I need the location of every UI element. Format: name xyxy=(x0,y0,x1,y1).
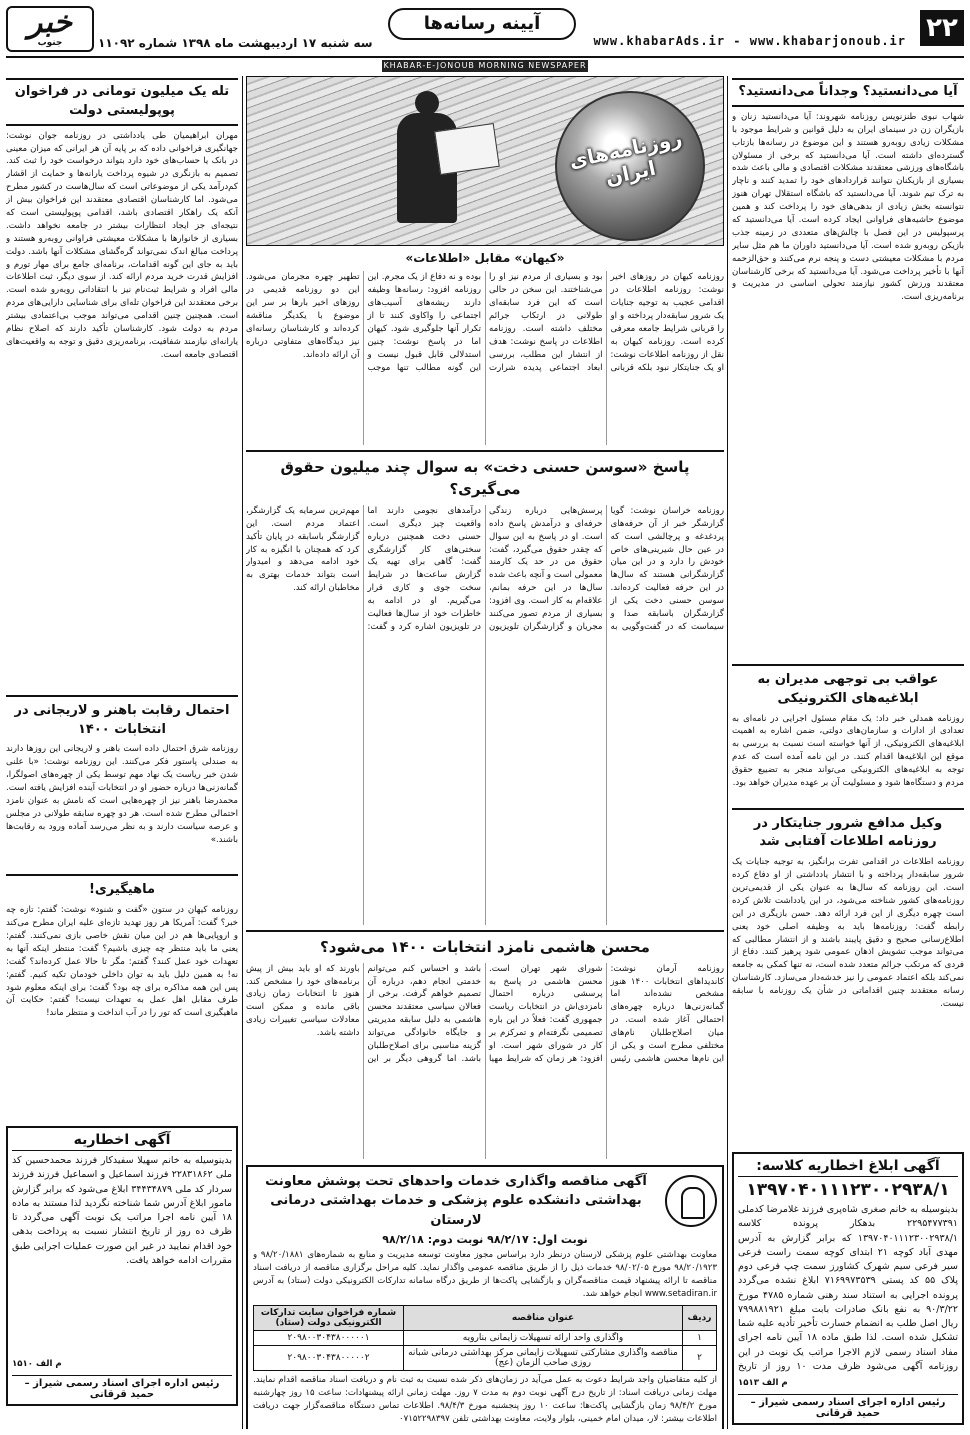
headline-kayhan-ettelaat: «کیهان» مقابل «اطلاعات» xyxy=(405,251,565,265)
hero-caption: روزنامه‌های ایران xyxy=(566,125,685,190)
page-number: ۲۲ xyxy=(920,10,964,46)
table-cell: ۱ xyxy=(683,1331,717,1346)
divider xyxy=(6,874,238,876)
divider xyxy=(732,664,964,666)
table-cell: ۲۰۹۸۰۰۳۰۴۳۸۰۰۰۰۰۲ xyxy=(254,1346,404,1371)
middle-section xyxy=(246,76,724,1429)
hero-image xyxy=(246,76,724,246)
column-divider xyxy=(242,76,243,1429)
table-header-row xyxy=(254,1306,717,1331)
ad-signature: رئیس اداره اجرای اسناد رسمی شیراز – حمید قرقانی xyxy=(738,1394,958,1419)
tender-title: آگهی مناقصه واگذاری خدمات واحدهای تحت پوشش معاونت بهداشتی دانشکده علوم پزشکی و خدمات بهداشتی درمانی لارستان xyxy=(265,1173,647,1228)
article-body: روزنامه همدلی خبر داد: یک مقام مسئول اجرایی در نامه‌ای به تعدادی از ادارات و سازمان‌های دولتی، ضمن اشاره به اهمیت ابلاغیه‌های الکترونیکی، از آنها خواسته است نسبت به بررسی به موقع این ابلاغیه‌ها اقدام کنند. در این نامه آمده است که عدم توجه به ابلاغیه‌های الکترونیکی می‌تواند منجر به تضییع حقوق مردم و دستگاه‌ها شود و مسئولیت آن بر عهده مدیران خواهد بود. xyxy=(732,713,964,788)
table-header: شماره فراخوان سایت تدارکات الکترونیکی دولت (ستاد) xyxy=(254,1306,404,1331)
article-body: روزنامه کیهان در روزهای اخیر نوشت: روزنامه اطلاعات در اقدامی عجیب به توجیه جنایات یک شرور سابقه‌دار پرداخته و او را قربانی شرایط جامعه معرفی کرده است. روزنامه کیهان به نقل از روزنامه اطلاعات نوشت: او یک جنایتکار نبود بلکه قربانی بود و بسیاری از مردم نیز او را می‌شناختند. این سخن در حالی است که این فرد سابقه‌ای طولانی در ارتکاب جرائم مختلف داشته است. روزنامه اطلاعات در پاسخ نوشت: هدف از انتشار این مطلب، بررسی ابعاد اجتماعی پدیده شرارت بوده و نه دفاع از یک مجرم. این روزنامه افزود: رسانه‌ها وظیفه دارند ریشه‌های آسیب‌های اجتماعی را واکاوی کنند تا از تکرار آنها جلوگیری شود. کیهان اما در پاسخ نوشت: چنین استدلالی قابل قبول نیست و این گونه مطالب تنها موجب تطهیر چهره مجرمان می‌شود. این دو روزنامه قدیمی در روزهای اخیر بارها بر سر این موضوع با یکدیگر مناقشه کرده‌اند و کارشناسان رسانه‌ای نیز دیدگاه‌های متفاوتی درباره آن ارائه داده‌اند. xyxy=(246,272,724,373)
website-links[interactable]: www.khabarAds.ir - www.khabarjonoub.ir xyxy=(593,34,906,48)
issue-date-number: سه شنبه ۱۷ اردیبهشت ماه ۱۳۹۸ شماره ۱۱۰۹۲ xyxy=(98,36,373,50)
left-column xyxy=(6,76,238,1429)
tender-notes: از کلیه متقاضیان واجد شرایط دعوت به عمل می‌آید در زمان‌های ذکر شده نسبت به ثبت نام و دریافت اسناد مناقصه اقدام نمایند. مهلت زمانی دریافت اسناد: از تاریخ درج آگهی نوبت دوم به مدت ۷ روز. مهلت زمانی ارائه پیشنهادات: ساعت ۱۵ روز چهارشنبه مورخ ۹۸/۴/۲ زمان بازگشایی پاکت‌ها: ساعت ۱۰ روز پنجشنبه مورخ ۹۸/۴/۳. اطلاعات تماس دستگاه مناقصه‌گزار جهت دریافت اطلاعات بیشتر: لار، میدان امام خمینی، بلوار ولایت، معاونت بهداشتی تلفن ۰۷۱۵۲۲۹۸۳۹۷ xyxy=(253,1375,717,1424)
masthead xyxy=(6,6,964,58)
divider xyxy=(6,695,238,697)
column-divider xyxy=(727,76,728,1429)
article-body: روزنامه خراسان نوشت: گویا گزارشگر خبر از آن حرفه‌های پردغدغه و پرچالشی است که در عین حال شیرینی‌های خاص خودش را دارد و در این میان گزارشگرانی هستند که سال‌ها در این حرفه فعالیت کرده‌اند. سوسن حسنی دخت یکی از گزارشگران باسابقه صدا و سیماست که در گفت‌وگویی به پرسش‌هایی درباره زندگی حرفه‌ای و درآمدش پاسخ داده است. او در پاسخ به این سوال که چقدر حقوق می‌گیرد، گفت: حقوق من در حد یک کارمند معمولی است و آنچه باعث شده سال‌ها در این حرفه بمانم، علاقه‌ام به کار است. وی افزود: بسیاری از مردم تصور می‌کنند مجریان و گزارشگران تلویزیون درآمدهای نجومی دارند اما واقعیت چیز دیگری است. حسنی دخت همچنین درباره سختی‌های کار گزارشگری گفت: گاهی برای تهیه یک گزارش ساعت‌ها در شرایط سخت جوی و کاری قرار می‌گیریم. او در ادامه به خاطرات خود از سال‌ها فعالیت در تلویزیون اشاره کرد و گفت: مهم‌ترین سرمایه یک گزارشگر، اعتماد مردم است. این گزارشگر باسابقه در پایان تأکید کرد که همچنان با انگیزه به کار خود ادامه می‌دهد و امیدوار است بتواند خدمات بهتری به مخاطبان ارائه کند. xyxy=(246,505,724,632)
ad-case-number: ۱۳۹۷۰۴۰۱۱۱۲۳۰۰۲۹۳۸/۱ xyxy=(746,1180,950,1201)
logo-text: خبر xyxy=(27,5,73,40)
notice-ad xyxy=(732,1152,964,1425)
table-cell: واگذاری واحد ارائه تسهیلات زایمانی بنارویه xyxy=(404,1331,683,1346)
newspaper-logo xyxy=(6,6,94,52)
tender-ad xyxy=(246,1165,724,1429)
article-body: روزنامه کیهان در ستون «گفت و شنود» نوشت: گفتم: تازه چه خبر؟ گفت: آمریکا هر روز تهدید تازه‌ای علیه ایران مطرح می‌کند و اروپایی‌ها هم در این میان نقش خاصی بازی نمی‌کنند. گفتم: یعنی ما باید منتظر چه چیزی باشیم؟ گفت: منتظر اینکه آنها به تعهدات خود عمل کنند؟ گفتم: مگر تا حالا عمل کرده‌اند؟ گفت: نه! به همین دلیل باید به توان داخلی خودمان تکیه کنیم. گفتم: پس این همه مذاکره برای چه بود؟ گفت: برای اینکه معلوم شود طرف مقابل اهل عمل به تعهدات نیست! گفتم: حکایت آن ماهیگیری است که تور را در آب انداخت و منتظر ماند! xyxy=(6,905,238,1019)
section-title: آیینه رسانه‌ها xyxy=(388,8,576,40)
right-column xyxy=(732,76,964,1429)
ad-body: بدینوسیله به خانم سهیلا سفیدکار فرزند محمدحسین کد ملی ۲۲۸۳۱۸۶۲ فرزند اسماعیل و اسماعیل فرزند فرزند سردار کد ملی ۳۴۴۳۴۸۷۹ ابلاغ می‌شود که برابر گزارش مامور ابلاغ آدرس شما شناخته نگردید لذا مستند به ماده ۱۸ آیین نامه اجرا مراتب یک نوبت آگهی می‌گردد تا ظرف ده روز از تاریخ انتشار نسبت به پرداخت بدهی خود اقدام نمایید در غیر این صورت عملیات اجرایی طبق مقررات ادامه خواهد یافت. xyxy=(12,1155,232,1266)
divider xyxy=(732,808,964,810)
tender-table xyxy=(253,1305,717,1371)
ad-title: آگهی اخطاریه xyxy=(12,1132,232,1151)
article-body: شهاب نبوی طنزنویس روزنامه شهروند: آیا می‌دانستید زنان و بازیگران زن در سینمای ایران به دلیل قوانین و شرایط موجود با مشکلات زیادی روبه‌رو هستند و این موضوع در رسانه‌ها بازتاب گسترده‌ای داشته است. آیا می‌دانستید که برخی از مسئولان باشگاه‌های ورزشی معتقدند مشکلات اقتصادی و مالی باعث شده بسیاری از بازیکنان نتوانند قراردادهای خود را تمدید کنند و ناچار به ترک تیم شوند. آیا می‌دانستید که باشگاه استقلال تهران هنوز نتوانسته بخش زیادی از بدهی‌های خود را پرداخت کند و همین موضوع حاشیه‌های فراوانی ایجاد کرده است. آیا می‌دانستید که پرسپولیس در این فصل با چالش‌های متعددی در زمینه جذب بازیکن روبه‌رو شده است. آیا می‌دانستید داوران ما هم مثل سایر مردم با مشکلات معیشتی دست و پنجه نرم می‌کنند و حق‌الزحمه آنها با تأخیر پرداخت می‌شود. آیا می‌دانستید که برخی کارشناسان معتقدند ورزش کشور نیازمند تحولی اساسی در مدیریت و برنامه‌ریزی است. xyxy=(732,111,964,303)
table-header: عنوان مناقصه xyxy=(404,1306,683,1331)
article-body: روزنامه آرمان نوشت: کاندیداهای انتخابات ۱۴۰۰ هنوز مشخص نشده‌اند اما گمانه‌زنی‌ها درباره چهره‌های احتمالی آغاز شده است. در میان اصلاح‌طلبان نام‌های مختلفی مطرح است و یکی از این نام‌ها محسن هاشمی رئیس شورای شهر تهران است. محسن هاشمی در پاسخ به پرسشی درباره احتمال نامزدی‌اش در انتخابات ریاست جمهوری گفت: فعلاً در این باره تصمیمی نگرفته‌ام و تمرکزم بر کار در شورای شهر است. او افزود: هر زمان که شرایط مهیا باشد و احساس کنم می‌توانم خدمتی انجام دهم، درباره آن تصمیم خواهم گرفت. برخی از فعالان سیاسی معتقدند محسن هاشمی به دلیل سابقه مدیریتی و جایگاه خانوادگی می‌تواند گزینه مناسبی برای اصلاح‌طلبان باشد. اما گروهی دیگر بر این باورند که او باید بیش از پیش برنامه‌های خود را مشخص کند. هنوز تا انتخابات زمان زیادی باقی مانده و ممکن است معادلات سیاسی تغییرات زیادی داشته باشد. xyxy=(246,963,724,1064)
headline-hasanidokht: پاسخ «سوسن حسنی دخت» به سوال چند میلیون حقوق می‌گیری؟ xyxy=(280,458,690,499)
warning-ad xyxy=(6,1126,238,1406)
article-body: مهران ابراهیمیان طی یادداشتی در روزنامه جوان نوشت: جهانگیری فراخوانی داده که بر پایه آن هر ایرانی که میزان معینی در بانک یا حساب‌های خود دارد بتواند درخواست خود را ثبت کند. تصمیم به بازنگری در شیوه پرداخت یارانه‌ها و حمایت از اقشار کم‌درآمد یکی از موضوعاتی است که سال‌هاست در کشور مطرح می‌شود. اما کارشناسان اقتصادی معتقدند این فراخوان بیش از آنکه یک راهکار اقتصادی باشد، اقدامی پوپولیستی است که نتیجه‌ای جز ایجاد انتظارات بیشتر در جامعه نخواهد داشت. بسیاری از خانوارها با مشکلات معیشتی فراوانی روبه‌رو هستند و پرداخت مبالغ اندک نمی‌تواند گره‌گشای مشکلات آنها باشد. دولت باید به جای این گونه اقدامات، برنامه‌ای جامع برای مهار تورم و افزایش قدرت خرید مردم ارائه کند. از سوی دیگر، ثبت اطلاعات مالی افراد و شرایط ثبت‌نام نیز با انتقاداتی روبه‌رو شده است. برخی معتقدند این فراخوان تله‌ای برای شناسایی دارایی‌های مردم است. همچنین چنین اقدامی می‌تواند موجب بی‌اعتمادی بیشتر مردم به دولت شود. کارشناسان تأکید دارند که اصلاح نظام یارانه‌ای نیازمند شفافیت، برنامه‌ریزی دقیق و توجه به واقعیت‌های اقتصادی جامعه است. xyxy=(6,130,238,360)
headline-electronic-notices: عواقب بی توجهی مدیران به ابلاغیه‌های الکترونیکی xyxy=(757,671,939,706)
headline-populist-trap: تله یک میلیون تومانی در فراخوان پوپولیستی دولت xyxy=(6,78,238,126)
table-row xyxy=(254,1331,717,1346)
table-cell: مناقصه واگذاری مشارکتی تسهیلات زایمانی مرکز بهداشتی درمانی شبانه روزی صاحب الزمان (عج) xyxy=(404,1346,683,1371)
tender-dates: نوبت اول: ۹۸/۲/۱۷ نوبت دوم: ۹۸/۲/۱۸ xyxy=(382,1233,588,1247)
table-cell: ۲۰۹۸۰۰۳۰۴۳۸۰۰۰۰۰۱ xyxy=(254,1331,404,1346)
ad-signature: رئیس اداره اجرای اسناد رسمی شیراز – حمید قرقانی xyxy=(12,1375,232,1400)
ad-ref: م الف ۱۵۱۰ xyxy=(12,1359,62,1370)
table-row xyxy=(254,1346,717,1371)
ad-ref: م الف ۱۵۱۳ xyxy=(738,1378,788,1389)
divider xyxy=(246,450,724,452)
headline-bahonar-larijani: احتمال رقابت باهنر و لاریجانی در انتخابات ۱۴۰۰ xyxy=(14,702,230,737)
table-cell: ۲ xyxy=(683,1346,717,1371)
tender-header xyxy=(253,1172,717,1231)
divider xyxy=(246,930,724,932)
university-emblem-icon xyxy=(665,1175,717,1227)
logo-subtext: جنوب xyxy=(37,38,63,48)
ad-body: بدینوسیله به خانم صغری شاه‌پری فرزند غلامرضا کدملی ۲۲۹۵۴۷۷۳۹۱ بدهکار پرونده کلاسه ۱۳۹۷۰۴۰۱۱۱۲۳۰۰۲۹۳۸/۱ که برابر گزارش به آدرس مهدی آباد کوچه ۲۱ ابتدای کوچه سمت راست فرعی سیر فرعی سیم شهرک کشاورز سمت چپ فرعی دوم پلاک ۵۵ کد پستی ۷۱۶۹۹۷۳۵۳۹ ابلاغ نشده می‌گردد پرونده اجرایی به استناد سند رهنی شماره ۴۷۸۵ مورخ ۹۰/۳/۲۲ به نفع بانک صادرات بابت مبلغ ۷۹۹۸۸۱۹۲۱ ریال اصل طلب به انضمام خسارت تأخیر تأدیه علیه شما تشکیل شده است. لذا طبق ماده ۱۸ آیین نامه اجرای مفاد اسناد رسمی لازم الاجرا مراتب یک نوبت در این روزنامه آگهی می‌شود ظرف مدت ۱۰ روز از تاریخ xyxy=(738,1204,958,1372)
english-strip: KHABAR-E-JONOUB MORNING NEWSPAPER xyxy=(383,61,587,70)
article-body: روزنامه شرق احتمال داده است باهنر و لاریجانی این روزها دارند به صندلی پاستور فکر می‌کنند. این روزنامه نوشت: «با علنی شدن خبر ریاست یک نهاد مهم توسط یکی از چهره‌های اصولگرا، گمانه‌زنی‌ها درباره حضور او در انتخابات آینده افزایش یافته است. محمدرضا باهنر نیز از چهره‌هایی است که نامش به عنوان نامزد احتمالی مطرح شده است. هر دو چهره سابقه طولانی در مجلس و عرصه سیاست دارند و به نظر می‌رسد آماده ورود به رقابت‌ها باشند.» xyxy=(6,744,238,845)
headline-fishing: ماهیگیری! xyxy=(88,882,156,898)
ad-title: آگهی ابلاغ اخطاریه کلاسه: xyxy=(738,1158,958,1177)
article-body: روزنامه اطلاعات در اقدامی تفرت برانگیز، به توجیه جنایات یک شرور سابقه‌دار پرداخته و با انتشار یادداشتی از او دفاع کرده است. این روزنامه که سال‌ها به عنوان یکی از قدیمی‌ترین روزنامه‌های کشور شناخته می‌شود، در این یادداشت تلاش کرده است چهره دیگری از این فرد ارائه دهد. حسن بازیگری در این رابطه گفت: روزنامه‌ها باید به وظیفه اصلی خود یعنی اطلاع‌رسانی صحیح و دقیق پایبند باشند و از انتشار مطالبی که می‌تواند موجب تشویش اذهان عمومی شود پرهیز کنند. دفاع از فردی که مرتکب جرائم متعدد شده است، نه تنها کمکی به جامعه نمی‌کند بلکه اعتماد عمومی را نیز خدشه‌دار می‌سازد. کارشناسان رسانه معتقدند چنین اقداماتی در شأن یک روزنامه با سابقه نیست. xyxy=(732,857,964,1010)
tender-intro: معاونت بهداشتی علوم پزشکی لارستان درنظر دارد براساس مجوز معاونت توسعه مدیریت و منابع به شماره‌های ۹۸/۲۰/۱۸۸۱ و ۹۸/۲۰/۱۹۲۳ مورخ ۹۸/۰۲/۰۵ خدمات ذیل را از طریق مناقصه عمومی واگذار نماید. کلیه مراحل برگزاری مناقصه از دریافت اسناد مناقصه تا ارائه پیشنهاد قیمت مناقصه‌گران و بازگشایی پاکت‌ها از طریق درگاه سامانه تدارکات الکترونیکی دولت (ستاد) به آدرس www.setadiran.ir انجام خواهد شد. xyxy=(253,1250,717,1299)
table-header: ردیف xyxy=(683,1306,717,1331)
headline-defense-lawyer: وکیل مدافع شرور جنایتکار در روزنامه اطلاعات آفتابی شد xyxy=(753,815,943,850)
headline-mohsen-hashemi: محسن هاشمی نامزد انتخابات ۱۴۰۰ می‌شود؟ xyxy=(320,937,650,956)
headline-did-you-know: آیا می‌دانستید؟ وجداناً می‌دانستید؟ xyxy=(732,78,964,107)
newspaper-illustration xyxy=(434,123,500,175)
